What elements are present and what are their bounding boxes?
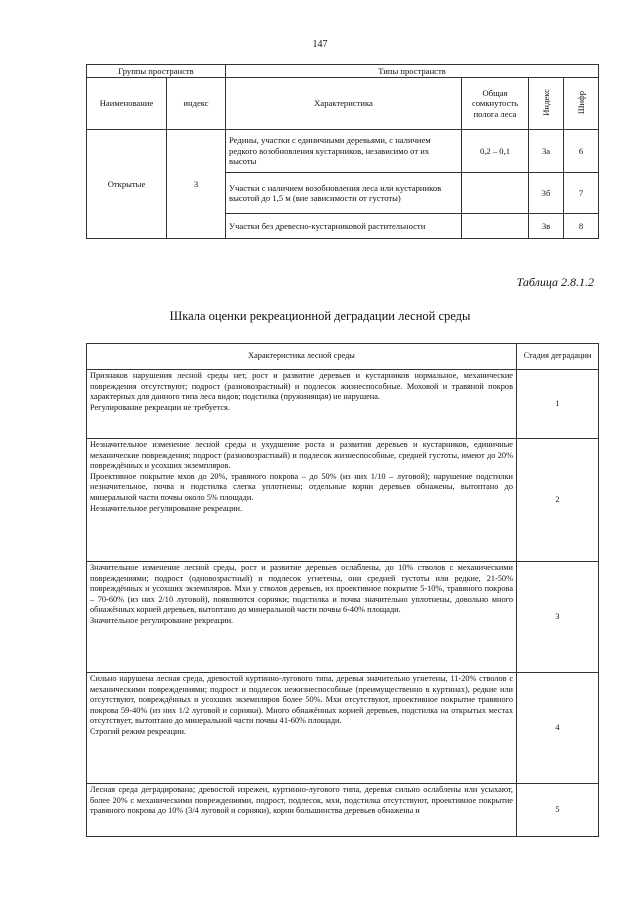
group-index-cell: 3 [167, 130, 226, 239]
table-row [87, 370, 599, 439]
paragraph: Значительное регулирование рекреации. [90, 615, 234, 625]
stage-cell: 2 [517, 439, 599, 562]
col-cipher-v-header: Шифр [564, 78, 599, 130]
table-header-row [87, 344, 599, 370]
characteristic-cell [87, 784, 517, 837]
paragraph: Значительное изменение лесной среды, рост и развитие деревьев ослаблены, до 10% стволов с механическими повреждениями; подрост (одновозрастный) и подлесок угнетены, они средней густоты или редкие, 21-50% повреждённых и усохших экземпляров. Мхи у стволов деревьев, их проективное покрытие 5-10%, травяного покрова – 70-60% (из них 2/10 луговой), появляются сорняки; подстилка и почва значительно уплотнены, довольно много обнажённых корней деревьев, вытоптано до минеральной части почвы 6-40% площади. [90, 563, 513, 615]
row-text-cell: Участки с наличием возобновления леса или кустарников высотой до 1,5 м (вне зависимости от густоты) [226, 173, 462, 214]
characteristic-cell [87, 673, 517, 784]
stage-cell: 4 [517, 673, 599, 784]
col-index-header: индекс [167, 78, 226, 130]
table-row [87, 784, 599, 837]
row-density-cell [462, 173, 529, 214]
paragraph: Незначительное регулирование рекреации. [90, 503, 243, 513]
col-characteristic-header: Характеристика [226, 78, 462, 130]
col-index-v-header: Индекс [529, 78, 564, 130]
row-density-cell [462, 214, 529, 239]
characteristic-cell [87, 370, 517, 439]
paragraph: Проективное покрытие мхов до 20%, травяного покрова – до 50% (из них 1/10 – луговой); нарушение подстилки незначительное, почва и подстилка слегка уплотнены; отдельные корни деревьев обнажены, вытоптано до минеральной части почвы около 5% площади. [90, 471, 513, 502]
table-header-row [87, 65, 599, 78]
characteristic-cell [87, 439, 517, 562]
paragraph: Признаков нарушения лесной среды нет, рост и развитие деревьев и кустарников нормальное, механические повреждения отсутствуют; подрост (разновозрастный) и подлесок жизнеспособные. Моховой и травяной покров характерных для данного типа леса видов; подстилка (пружинящая) не нарушена. [90, 371, 513, 402]
table-row [87, 130, 599, 173]
types-header: Типы пространств [226, 65, 599, 78]
row-text-cell: Редины, участки с единичными деревьями, с наличием редкого возобновления кустарников, независимо от их высоты [226, 130, 462, 173]
stage-cell: 1 [517, 370, 599, 439]
stage-cell: 3 [517, 562, 599, 673]
row-text-cell: Участки без древесно-кустарниковой растительности [226, 214, 462, 239]
row-index-cell: 3б [529, 173, 564, 214]
group-name-cell: Открытые [87, 130, 167, 239]
row-index-cell: 3в [529, 214, 564, 239]
paragraph: Строгий режим рекреации. [90, 726, 187, 736]
table-title: Шкала оценки рекреационной деградации лесной среды [169, 309, 471, 323]
col-characteristic-header: Характеристика лесной среды [87, 344, 517, 370]
row-density-cell: 0,2 – 0,1 [462, 130, 529, 173]
characteristic-cell [87, 562, 517, 673]
table-caption: Таблица 2.8.1.2 [516, 275, 594, 289]
row-cipher-cell: 6 [564, 130, 599, 173]
space-types-table [86, 64, 599, 239]
col-name-header: Наименование [87, 78, 167, 130]
row-index-cell: 3а [529, 130, 564, 173]
paragraph: Регулирование рекреации не требуется. [90, 402, 230, 412]
row-cipher-cell: 8 [564, 214, 599, 239]
degradation-scale-table [86, 343, 599, 837]
col-stage-header: Стадия деградации [517, 344, 599, 370]
groups-header: Группы пространств [87, 65, 226, 78]
paragraph: Сильно нарушена лесная среда, древостой куртинно-лугового типа, деревья значительно угнетены, 11-20% стволов с механическими повреждениями; подрост и подлесок нежизнеспособные (преимущественно в куртинах), редкие или отсутствуют, повреждённых и усохших экземпляров более 50%. Мхи отсутствуют, проективное покрытие травяного покрова 59-40% (из них 1/2 луговой и сорняки). Много обнажённых корней деревьев, подстилка на открытых местах отсутствует, вытоптано до минеральной части почвы 41-60% площади. [90, 674, 513, 726]
table-header-row [87, 78, 599, 130]
table-row [87, 673, 599, 784]
table-row [87, 439, 599, 562]
col-density-header: Общая сомкнутость полога леса [462, 78, 529, 130]
table-row [87, 562, 599, 673]
stage-cell: 5 [517, 784, 599, 837]
paragraph: Лесная среда деградирована; древостой изрежен, куртинно-лугового типа, деревья сильно ослаблены или усыхают, более 20% с механическими повреждениями, подрост, подлесок, мхи, подстилка отсутствуют, проективное покрытие травяного покрова до 10% (3/4 луговой и сорняки), корни большинства деревьев обнажены и [90, 785, 513, 816]
row-cipher-cell: 7 [564, 173, 599, 214]
paragraph: Незначительное изменение лесной среды и ухудшение роста и развития деревьев и кустарников, единичные механические повреждения; подрост (разновозрастный) и подлесок жизнеспособные, средней густоты, имеют до 20% повреждённых и усохших экземпляров. [90, 440, 513, 471]
page-number: 147 [312, 39, 328, 50]
